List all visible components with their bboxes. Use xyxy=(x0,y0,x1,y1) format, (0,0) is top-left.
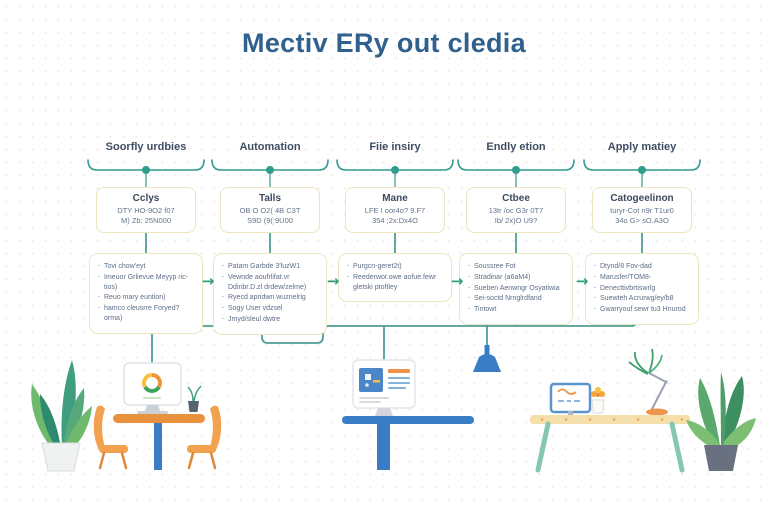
desk-lamp-icon xyxy=(629,349,668,416)
bullet-list xyxy=(96,262,196,324)
desk-leg xyxy=(377,424,390,470)
flow-arrow-icon: → xyxy=(326,272,340,290)
detail-card xyxy=(213,253,327,335)
table-leg xyxy=(154,423,162,470)
detail-card xyxy=(89,253,203,334)
flow-arrow-icon: → xyxy=(201,272,215,290)
bullet-list xyxy=(466,262,566,315)
monitor-icon xyxy=(124,363,181,414)
card-line: S9D (9(:9U00 xyxy=(247,216,293,226)
card-title: Mane xyxy=(382,193,408,204)
bullet-item: · Reuo mary euntion) xyxy=(96,293,196,303)
card-line: LFE I oor4o? 9.F7 xyxy=(364,206,426,215)
card-line: turyr-Cot n9r T1ur0 xyxy=(610,206,674,215)
plant-left-illustration xyxy=(31,360,92,471)
card-line: M) Zb: 25N000 xyxy=(120,216,172,226)
bullet-item: · Sei-soctd Nrnglrdfand xyxy=(466,294,566,304)
desk-top xyxy=(342,416,474,424)
standing-desk-illustration xyxy=(342,360,474,470)
laptop-monitor-icon xyxy=(551,384,590,415)
bullet-item: · Sogy User vdzsel xyxy=(220,304,320,314)
meeting-table-illustration xyxy=(94,363,221,470)
summary-card xyxy=(466,187,566,233)
card-title: Ctbee xyxy=(502,193,530,204)
desk-legs xyxy=(538,424,682,470)
summary-card xyxy=(96,187,196,233)
monitor-card-icon xyxy=(353,360,415,416)
plant-pot xyxy=(704,445,738,471)
column-header-label: Apply matiey xyxy=(607,141,677,153)
bullet-item: · Purgcn-geret2t) xyxy=(345,262,445,272)
flow-arrow-icon: → xyxy=(575,272,589,290)
bullet-item: · Suewteh Acrurwg/ey/b8 xyxy=(592,294,692,304)
desk-top xyxy=(530,415,690,424)
summary-card xyxy=(345,187,445,233)
timeline-braces xyxy=(88,160,700,174)
card-title: Catogeelinon xyxy=(610,193,674,204)
card-line: 34o G> sO.A3O xyxy=(615,216,669,226)
bullet-item: · Sueben Aenwngr Osyatiwia xyxy=(466,284,566,294)
card-line: DTY HO-9O2 f07 xyxy=(117,206,175,215)
card-line: 13tr /oc G3r 0T7 xyxy=(488,206,544,215)
bullet-item: · Gwarryouf sewr tu3 Hnurod xyxy=(592,305,692,315)
card-line: Ib/ 2x)O U9? xyxy=(494,216,538,226)
bullet-item: · Denecttivbrtiswrlg xyxy=(592,284,692,294)
summary-card xyxy=(220,187,320,233)
card-line: OB O O2( 4B C3T xyxy=(239,206,301,215)
bullet-item: · Tintowt xyxy=(466,305,566,315)
bullet-item: · Dtynd/8 Fov-dad xyxy=(592,262,692,272)
detail-card xyxy=(585,253,699,325)
bullet-item: · Vewnde aoufrlifat.vr Ddinbr.D.zl drdew/zelme) xyxy=(220,273,320,293)
bullet-item: · Tovi chow'eyt xyxy=(96,262,196,272)
detail-card xyxy=(459,253,573,325)
summary-card xyxy=(592,187,692,233)
column-header-label: Soorfly urdbies xyxy=(105,141,187,153)
column-header-label: Automation xyxy=(239,141,301,153)
plant-right-illustration xyxy=(686,372,756,471)
bullet-item: · Jmyd/sleul dwtre xyxy=(220,315,320,325)
bullet-item: · Marusfer/TOM8- xyxy=(592,273,692,283)
column-header-label: Endly etion xyxy=(486,141,546,153)
bullet-item: · hamco cleusrre Foryed?orma) xyxy=(96,304,196,324)
card-title: Cclys xyxy=(132,193,160,204)
card-line: 354 ;2x:Dx4O xyxy=(372,216,418,226)
bullet-item: · Patam Garbde 3'luzW1 xyxy=(220,262,320,272)
pendant-lamp-icon xyxy=(473,345,501,372)
column-header-label: Fiie insiry xyxy=(369,141,421,153)
table-top xyxy=(113,414,205,423)
bullet-item: · Imeuor Grlievue Meyyp ric-tios) xyxy=(96,273,196,293)
bullet-list xyxy=(220,262,320,325)
work-desk-illustration xyxy=(530,349,690,470)
bullet-item: · Ryecd apridwn wuznelrig xyxy=(220,293,320,303)
plant-pot xyxy=(42,443,80,471)
flow-arrow-icon: → xyxy=(450,272,464,290)
bullet-item: · Reederwor.owe aofue.fewr gletski ptoftley xyxy=(345,273,445,293)
bullet-list xyxy=(345,262,445,292)
page-title: Mectiv ERy out cledia xyxy=(242,28,526,58)
table-plant-icon xyxy=(188,386,201,412)
detail-card xyxy=(338,253,452,302)
bullet-item: · Stradinar (a6aM4) xyxy=(466,273,566,283)
bullet-item: · Soussree Fot xyxy=(466,262,566,272)
bullet-list xyxy=(592,262,692,315)
flower-pot-icon xyxy=(591,387,605,413)
card-title: Talls xyxy=(258,193,282,204)
